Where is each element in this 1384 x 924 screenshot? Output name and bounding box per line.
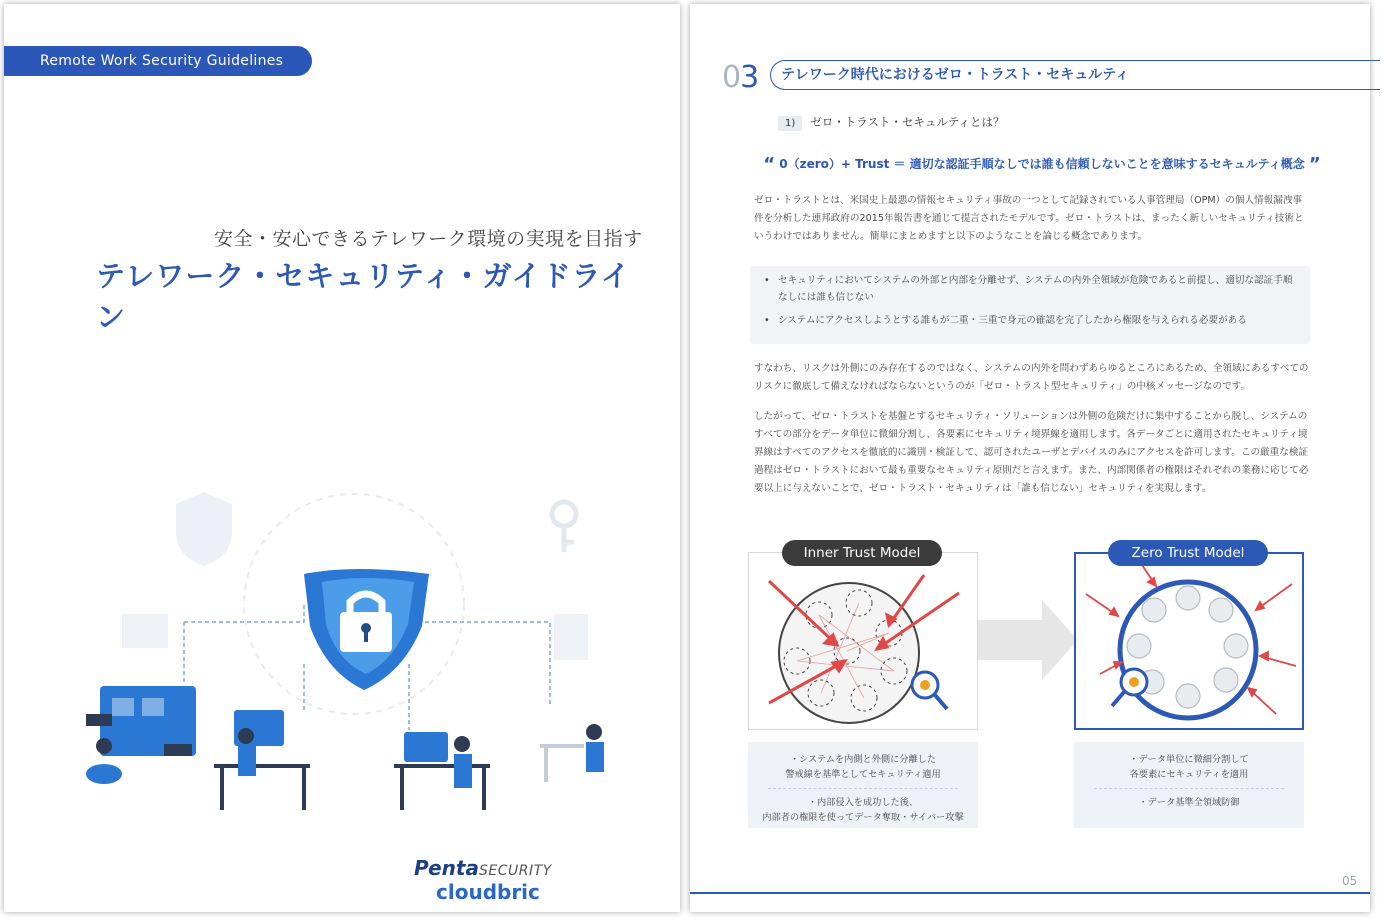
section-title: テレワーク時代におけるゼロ・トラスト・セキュルティ [770, 60, 1380, 90]
cover-tag: Remote Work Security Guidelines [4, 46, 312, 76]
bg-shield-icon [176, 492, 232, 566]
zero-trust-description [1074, 742, 1304, 828]
cover-title: テレワーク・セキュリティ・ガイドライン [96, 259, 631, 334]
close-quote-icon: ” [1308, 154, 1321, 175]
bg-key-icon [552, 502, 576, 552]
telework-illustration [64, 474, 644, 834]
person-desk-1 [238, 728, 254, 744]
person-desk-2 [454, 736, 470, 752]
inner-trust-diagram [748, 552, 978, 730]
zero-trust-diagram [1074, 552, 1304, 730]
bg-mail-icon [122, 614, 168, 648]
list-item: ・データ基準全領域防御 [1138, 797, 1240, 808]
person-sitting [86, 764, 122, 784]
quote-text: 0（zero）+ Trust ＝ 適切な認証手順なしでは誰も信頼しないことを意味するセキュルティ概念 [779, 157, 1305, 171]
subsection-title: ゼロ・トラスト・セキュルティとは？ [810, 115, 1005, 129]
magnifier-icon [912, 672, 947, 709]
paragraph-solution: したがって、ゼロ・トラストを基盤とするセキュリティ・ソリューションは外側の危険だけに集中することから脱し、システムのすべての部分をデータ単位に微細分割し、各要素にセキュリティ境界線を適用します。各データごとに適用されたセキュリティ境界線はすべてのアクセスを徹底的に識別・検証して、認可されたユーザとデバイスのみにアクセスを許可します。この厳重な検証過程はゼロ・トラストにおいて最も重要なセキュリティ原則だと言えます。また、内部関係者の権限はそれぞれの業務に応じて必要以上に与えないことで、ゼロ・トラスト・セキュリティは「誰も信じない」セキュリティを実現します。 [754, 411, 1309, 494]
zero-trust-graphic [1076, 554, 1302, 728]
list-item: ・データ単位に微細分割して 各要素にセキュリティを適用 [1129, 754, 1249, 780]
divider [1094, 788, 1284, 789]
footer-rule [690, 892, 1370, 894]
person-desk-3 [586, 724, 602, 740]
paragraph-intro: ゼロ・トラストとは、米国史上最悪の情報セキュリティ事故の一つとして記録されている人事管理局（OPM）の個人情報漏洩事件を分析した連邦政府の2015年報告書を通じて提言されたモデルです。ゼロ・トラストは、まったく新しいセキュリティ技術というわけではありません。簡単にまとめますと以下のようなことを論じる概念であります。 [754, 195, 1304, 242]
subsection-heading [778, 114, 1005, 131]
zero-trust-label: Zero Trust Model [1108, 540, 1268, 566]
lock-shield-icon [304, 569, 429, 690]
inner-trust-graphic [749, 553, 975, 727]
transition-arrow-icon [978, 600, 1078, 680]
paragraph-core-message: すなわち、リスクは外側にのみ存在するのではなく、システムの内外を問わずあらゆるところにあるため、全領域にあるすべてのリスクに徹底して備えなければならないというのが「ゼロ・トラスト型セキュリティ」の中核メッセージなのです。 [754, 363, 1309, 392]
list-item: ・内部侵入を成功した後、 内部者の権限を使ってデータ奪取・サイバー攻撃 [762, 797, 964, 823]
concept-bullets [750, 266, 1310, 344]
open-quote-icon: “ [763, 154, 776, 175]
cover-page [4, 4, 680, 912]
list-item: • セキュリティにおいてシステムの外部と内部を分離せず、システムの内外全領域が危険であると前提し、適切な認証手順なしには誰も信じない [778, 272, 1294, 306]
bg-doc-icon [554, 614, 588, 660]
brand-logos [414, 856, 680, 904]
subsection-number: 1) [778, 116, 802, 131]
inner-trust-description [748, 742, 978, 828]
section-number: 03 [722, 60, 759, 95]
definition-quote [762, 154, 1322, 175]
page-number: 05 [1342, 874, 1358, 888]
content-page [690, 4, 1370, 912]
pentasecurity-logo: PentaSECURITY [414, 856, 552, 880]
list-item: • システムにアクセスしようとする誰もが二重・三重で身元の確認を完了したから権限を与えられる必要がある [778, 312, 1294, 329]
cloudbric-logo: cloudbric [436, 880, 540, 904]
divider [768, 788, 958, 789]
inner-trust-label: Inner Trust Model [782, 540, 942, 566]
list-item: ・システムを内側と外側に分離した 警戒線を基準としてセキュリティ適用 [785, 754, 941, 780]
cover-subtitle: 安全・安心できるテレワーク環境の実現を目指す [214, 228, 643, 250]
